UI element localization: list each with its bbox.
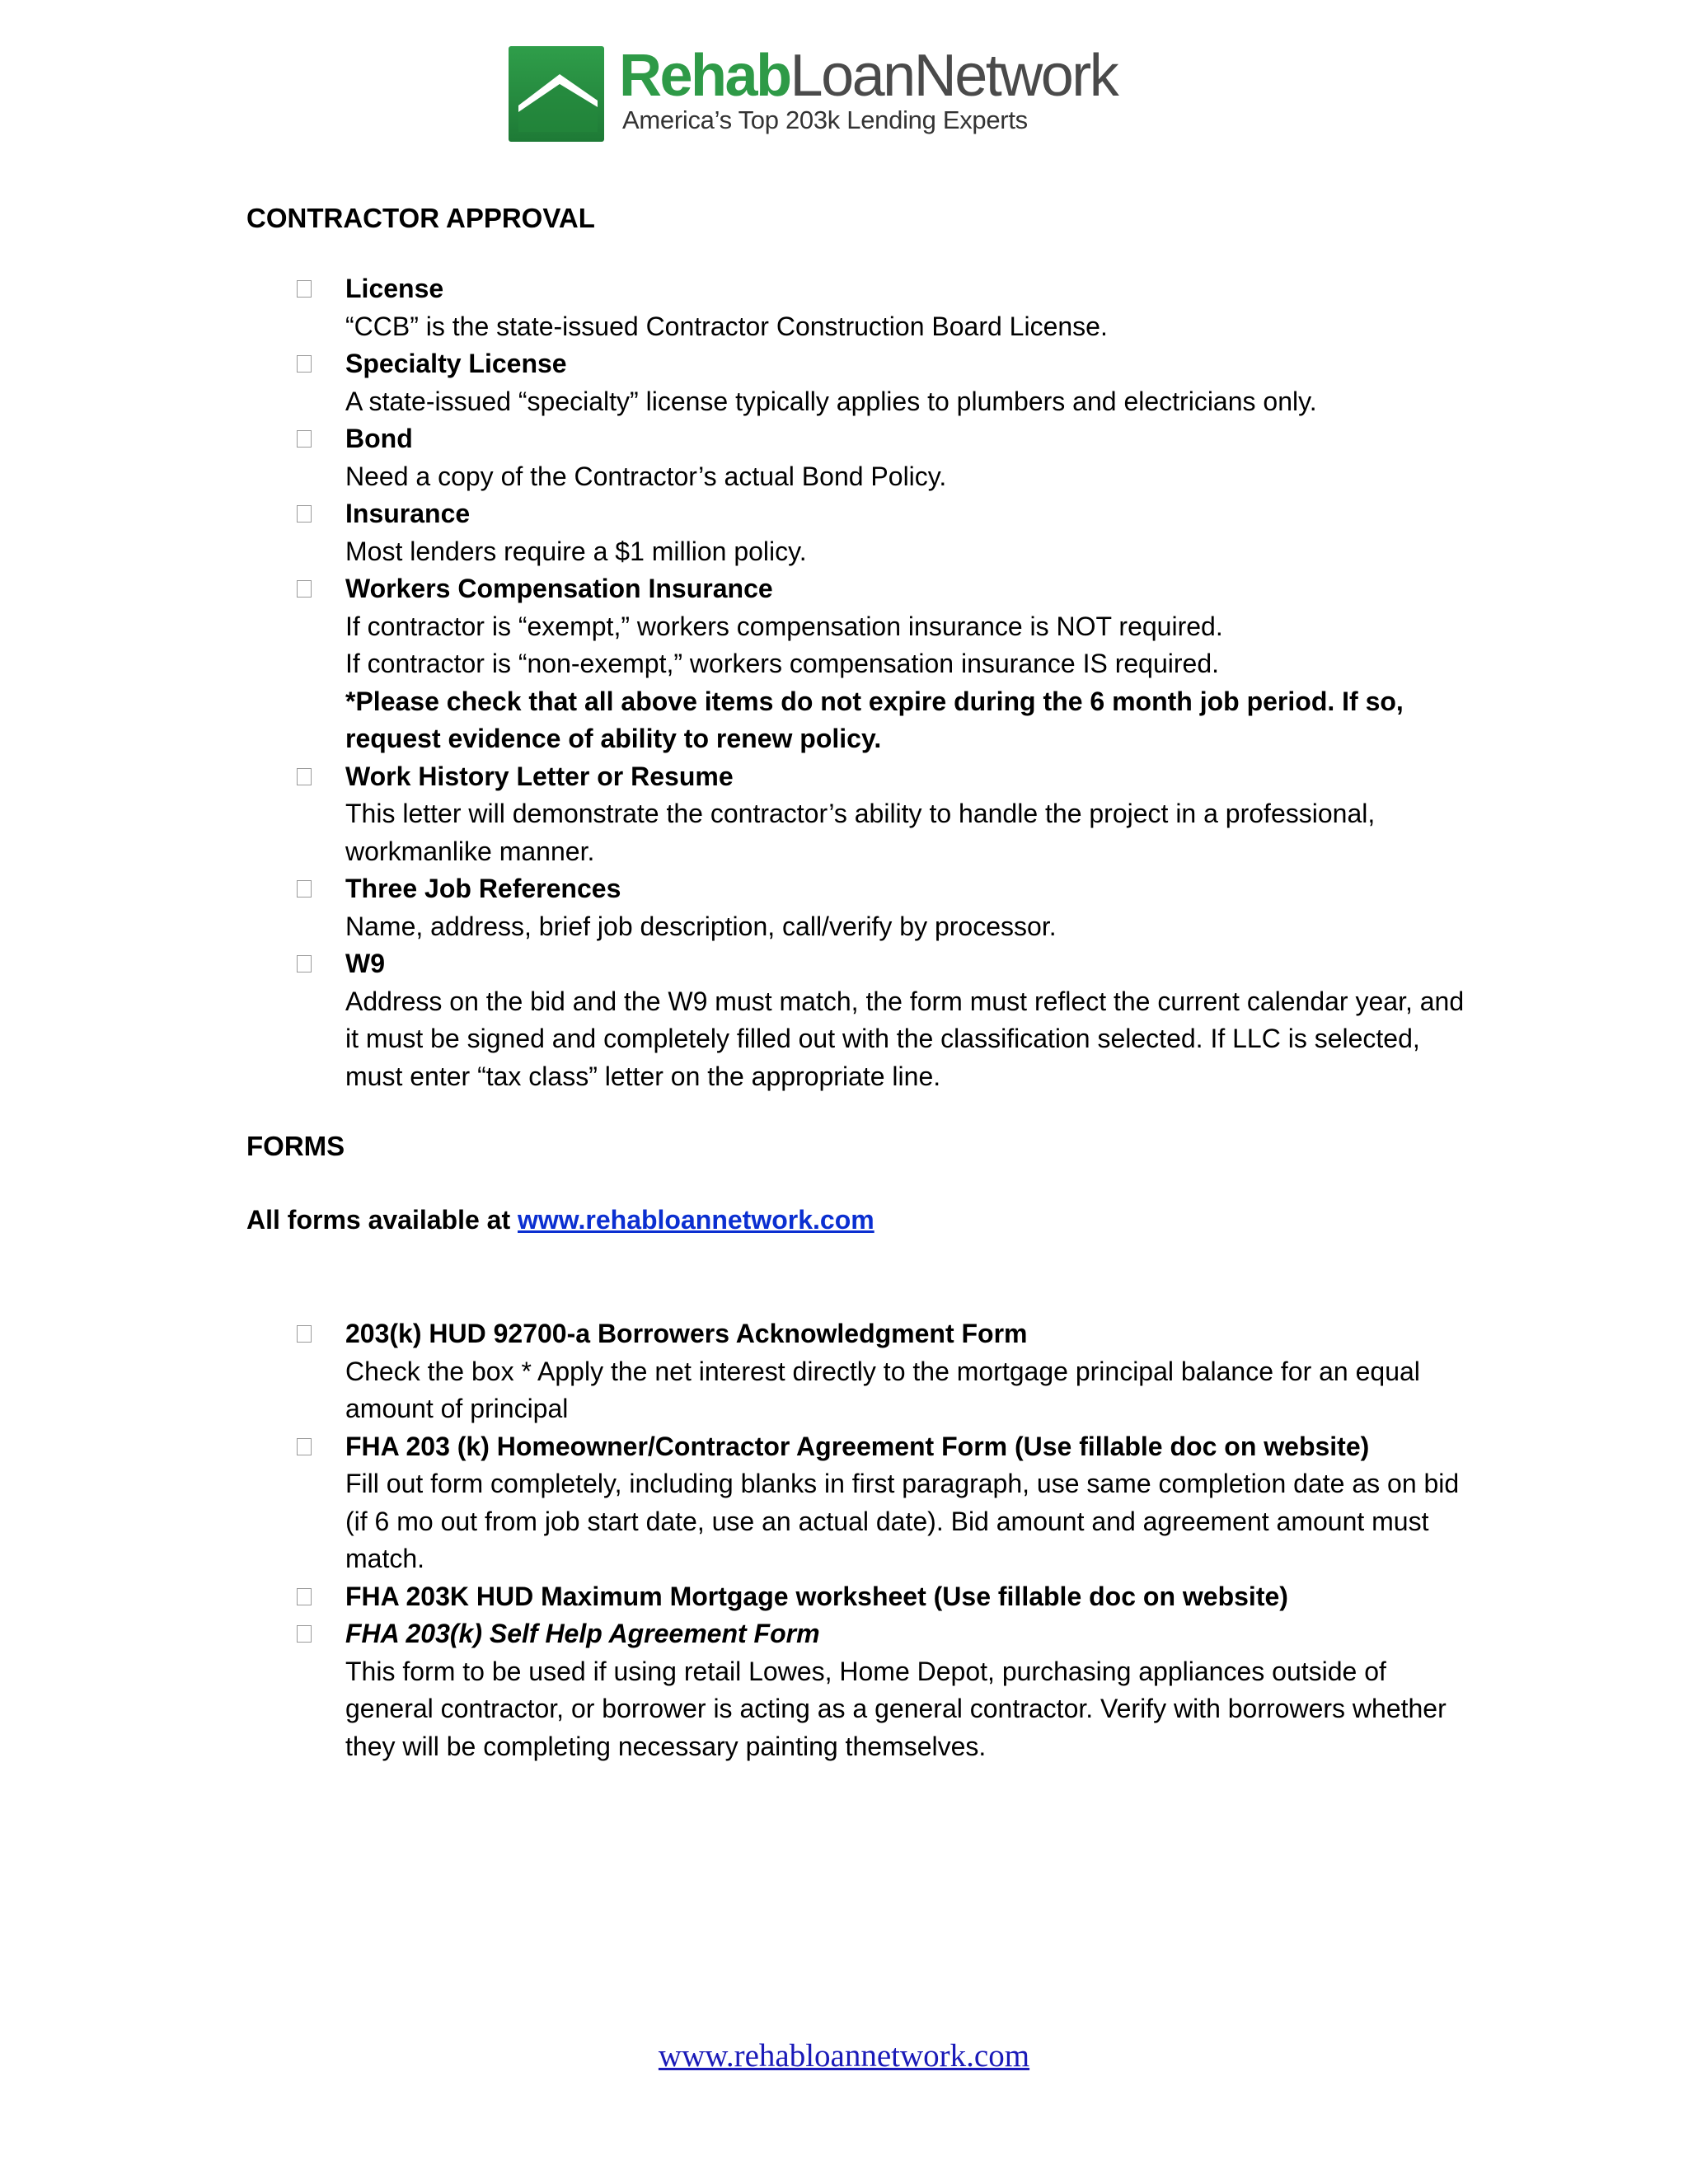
contractor-approval-heading: CONTRACTOR APPROVAL	[246, 203, 595, 233]
contractor-checklist	[297, 270, 1467, 1095]
checklist-item-insurance	[297, 495, 1467, 570]
item-title: Specialty License	[345, 349, 567, 378]
footer	[0, 2037, 1688, 2075]
checklist-item-license	[297, 270, 1467, 345]
item-title: Insurance	[345, 499, 471, 528]
checklist-item-self-help-agreement	[297, 1615, 1467, 1765]
item-description: A state-issued “specialty” license typically applies to plumbers and electricians only.	[345, 386, 1317, 416]
checkbox[interactable]	[297, 505, 312, 523]
forms-note-text: All forms available at	[246, 1205, 518, 1235]
checkbox[interactable]	[297, 1438, 312, 1455]
forms-availability-note	[246, 1202, 874, 1240]
item-title: FHA 203K HUD Maximum Mortgage worksheet (Use fillable doc on website)	[345, 1581, 1288, 1611]
checklist-item-maximum-mortgage-worksheet	[297, 1578, 1467, 1616]
checkbox[interactable]	[297, 1588, 312, 1605]
footer-website-link[interactable]: www.rehabloannetwork.com	[658, 2038, 1030, 2074]
item-title: W9	[345, 949, 385, 978]
checkbox[interactable]	[297, 580, 312, 598]
checkbox[interactable]	[297, 1625, 312, 1643]
checkbox[interactable]	[297, 355, 312, 373]
item-description: Name, address, brief job description, call/verify by processor.	[345, 911, 1057, 941]
checkbox[interactable]	[297, 880, 312, 898]
item-title: FHA 203 (k) Homeowner/Contractor Agreement Form (Use fillable doc on website)	[345, 1431, 1370, 1461]
expiration-note: *Please check that all above items do not expire during the 6 month job period. If so, request evidence of ability to renew policy.	[345, 686, 1404, 753]
forms-heading: FORMS	[246, 1131, 345, 1161]
item-description: Address on the bid and the W9 must match, the form must reflect the current calendar year, and it must be signed and completely filled out with the classification selected. If LLC is selected, must enter “tax class” letter on the appropriate line.	[345, 986, 1465, 1091]
item-description: This letter will demonstrate the contractor’s ability to handle the project in a professional, workmanlike manner.	[345, 799, 1376, 866]
item-description: Most lenders require a $1 million policy.	[345, 536, 807, 566]
item-description: Check the box * Apply the net interest directly to the mortgage principal balance for an equal amount of principal	[345, 1356, 1420, 1423]
item-description-2: If contractor is “non-exempt,” workers compensation insurance IS required.	[345, 649, 1220, 678]
logo-wordmark-loan-network: LoanNetwork	[790, 43, 1118, 109]
checklist-item-specialty-license	[297, 345, 1467, 420]
checklist-item-homeowner-contractor-agreement	[297, 1428, 1467, 1578]
item-title: Bond	[345, 424, 413, 453]
checklist-item-workers-compensation	[297, 570, 1467, 758]
checklist-item-job-references	[297, 870, 1467, 945]
checkbox[interactable]	[297, 430, 312, 448]
checkbox[interactable]	[297, 280, 312, 298]
item-description: “CCB” is the state-issued Contractor Construction Board License.	[345, 311, 1108, 341]
checklist-item-borrowers-acknowledgment	[297, 1315, 1467, 1428]
item-title: Work History Letter or Resume	[345, 761, 734, 791]
item-title: Workers Compensation Insurance	[345, 574, 773, 603]
checklist-item-bond	[297, 420, 1467, 495]
forms-checklist	[297, 1315, 1467, 1765]
checkbox[interactable]	[297, 1325, 312, 1343]
logo-tagline: America’s Top 203k Lending Experts	[622, 105, 1028, 134]
item-title: FHA 203(k) Self Help Agreement Form	[345, 1619, 820, 1648]
logo-wordmark-rehab: Rehab	[619, 43, 790, 109]
item-title: 203(k) HUD 92700-a Borrowers Acknowledgment Form	[345, 1319, 1028, 1348]
item-title: License	[345, 274, 444, 303]
checkbox[interactable]	[297, 955, 312, 972]
checkbox[interactable]	[297, 768, 312, 785]
forms-website-link[interactable]: www.rehabloannetwork.com	[518, 1205, 874, 1235]
item-title: Three Job References	[345, 874, 621, 903]
checklist-item-w9	[297, 945, 1467, 1095]
item-description: This form to be used if using retail Lowes, Home Depot, purchasing appliances outside of general contractor, or borrower is acting as a general contractor. Verify with borrowers whether they will be completing necessary painting themselves.	[345, 1656, 1447, 1761]
item-description: Fill out form completely, including blanks in first paragraph, use same completion date as on bid (if 6 mo out from job start date, use an actual date). Bid amount and agreement amount must match.	[345, 1469, 1460, 1573]
checklist-item-work-history	[297, 758, 1467, 871]
item-description: Need a copy of the Contractor’s actual Bond Policy.	[345, 461, 947, 491]
item-description: If contractor is “exempt,” workers compensation insurance is NOT required.	[345, 611, 1223, 641]
